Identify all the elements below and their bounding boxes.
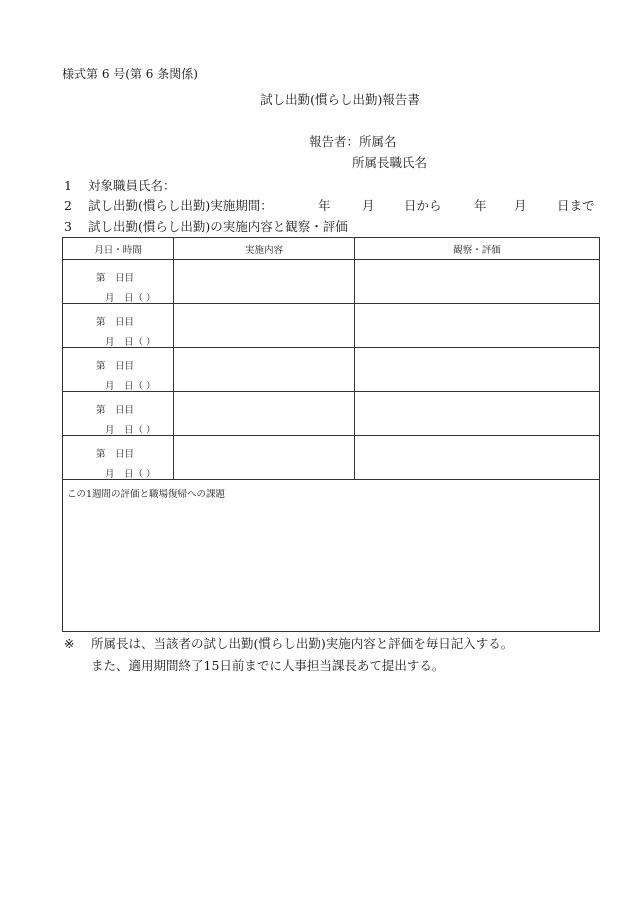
date-label: 月 日（ ）: [105, 293, 156, 304]
reporter-department-label: 報告者：所属名: [309, 134, 397, 149]
date-cell[interactable]: [63, 304, 173, 347]
note-line-2: また、適用期間終了15日前までに人事担当課長あて提出する。: [91, 658, 445, 673]
period-start-year: 年: [318, 198, 331, 213]
day-number-label: 第 日目: [96, 449, 135, 460]
evaluation-cell[interactable]: [355, 304, 600, 348]
table-row: [63, 348, 600, 392]
date-cell[interactable]: [63, 436, 173, 479]
weekly-evaluation-row: [63, 480, 600, 632]
weekly-evaluation-cell[interactable]: [63, 480, 600, 632]
period-end-month: 月: [514, 198, 527, 213]
content-cell[interactable]: [174, 392, 355, 436]
day-number-label: 第 日目: [96, 317, 135, 328]
date-label: 月 日（ ）: [105, 425, 156, 436]
date-cell[interactable]: [63, 260, 173, 303]
item-implementation-period: [64, 200, 273, 213]
evaluation-cell[interactable]: [355, 392, 600, 436]
period-start-day: 日から: [404, 198, 442, 213]
item-target-employee: [64, 180, 176, 193]
evaluation-cell[interactable]: [355, 348, 600, 392]
period-start-month: 月: [362, 198, 375, 213]
form-number: 様式第 6 号(第 6 条関係): [62, 67, 198, 81]
item-number: 1: [64, 178, 72, 193]
weekly-evaluation-label: この1週間の評価と職場復帰への課題: [67, 489, 226, 500]
content-cell[interactable]: [174, 436, 355, 480]
item-number: 2: [64, 198, 72, 213]
evaluation-cell[interactable]: [355, 260, 600, 304]
item-label: 対象職員氏名：: [88, 178, 176, 193]
item-label: 試し出勤(慣らし出勤)実施期間：: [88, 198, 273, 213]
header-date-time: 月日・時間: [63, 238, 174, 260]
evaluation-cell[interactable]: [355, 436, 600, 480]
period-end-day: 日まで: [557, 198, 595, 213]
content-cell[interactable]: [174, 348, 355, 392]
content-cell[interactable]: [174, 304, 355, 348]
note-mark: ※: [64, 636, 75, 651]
note-text-1: 所属長は、当該者の試し出勤(慣らし出勤)実施内容と評価を毎日記入する。: [91, 636, 514, 651]
table-header-row: [63, 238, 600, 260]
report-table: [62, 237, 600, 632]
form-title: 試し出勤(慣らし出勤)報告書: [260, 92, 420, 107]
note-line-1: [64, 638, 513, 651]
content-cell[interactable]: [174, 260, 355, 304]
reporter-manager-name-label: 所属長職氏名: [352, 155, 428, 170]
day-number-label: 第 日目: [96, 405, 135, 416]
item-label: 試し出勤(慣らし出勤)の実施内容と観察・評価: [88, 219, 348, 234]
date-label: 月 日（ ）: [105, 381, 156, 392]
period-end-year: 年: [474, 198, 487, 213]
day-number-label: 第 日目: [96, 361, 135, 372]
header-evaluation: 観察・評価: [355, 238, 600, 260]
date-label: 月 日（ ）: [105, 469, 156, 480]
day-number-label: 第 日目: [96, 273, 135, 284]
date-cell[interactable]: [63, 392, 173, 435]
date-cell[interactable]: [63, 348, 173, 391]
table-row: [63, 260, 600, 304]
date-label: 月 日（ ）: [105, 337, 156, 348]
table-row: [63, 436, 600, 480]
item-content-and-evaluation: [64, 221, 348, 234]
header-content: 実施内容: [174, 238, 355, 260]
table-row: [63, 392, 600, 436]
item-number: 3: [64, 219, 72, 234]
table-row: [63, 304, 600, 348]
